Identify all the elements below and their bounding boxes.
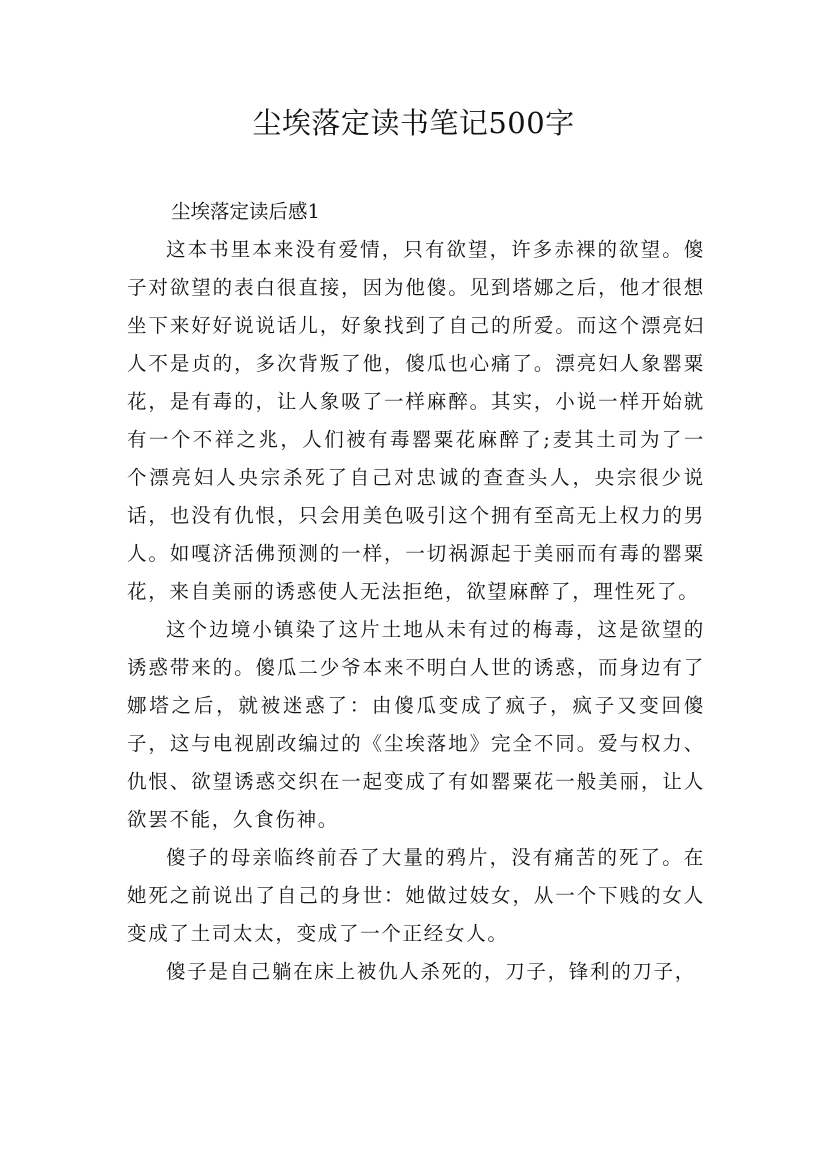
paragraph: 傻子的母亲临终前吞了大量的鸦片，没有痛苦的死了。在她死之前说出了自己的身世：她做过妓女，从一个下贱的女人变成了土司太太，变成了一个正经女人。 [127, 846, 705, 945]
paragraph: 这本书里本来没有爱情，只有欲望，许多赤裸的欲望。傻子对欲望的表白很直接，因为他傻。见到塔娜之后，他才很想坐下来好好说说话儿，好象找到了自己的所爱。而这个漂亮妇人不是贞的，多次背叛了他，傻瓜也心痛了。漂亮妇人象罂粟花，是有毒的，让人象吸了一样麻醉。其实，小说一样开始就有一个不祥之兆，人们被有毒罂粟花麻醉了;麦其土司为了一个漂亮妇人央宗杀死了自己对忠诚的查查头人，央宗很少说话，也没有仇恨，只会用美色吸引这个拥有至高无上权力的男人。如嘎济活佛预测的一样，一切祸源起于美丽而有毒的罂粟花，来自美丽的诱惑使人无法拒绝，欲望麻醉了，理性死了。 [127, 238, 705, 603]
document-title: 尘埃落定读书笔记500字 [252, 106, 575, 140]
paragraph: 傻子是自己躺在床上被仇人杀死的，刀子，锋利的刀子， [166, 960, 697, 983]
document-body [127, 193, 705, 991]
paragraph: 这个边境小镇染了这片土地从未有过的梅毒，这是欲望的诱惑带来的。傻瓜二少爷本来不明白人世的诱惑，而身边有了娜塔之后，就被迷惑了：由傻瓜变成了疯子，疯子又变回傻子，这与电视剧改编过的《尘埃落地》完全不同。爱与权力、仇恨、欲望诱惑交织在一起变成了有如罂粟花一般美丽，让人欲罢不能，久食伤神。 [127, 618, 705, 831]
section-subtitle: 尘埃落定读后感1 [171, 200, 320, 223]
